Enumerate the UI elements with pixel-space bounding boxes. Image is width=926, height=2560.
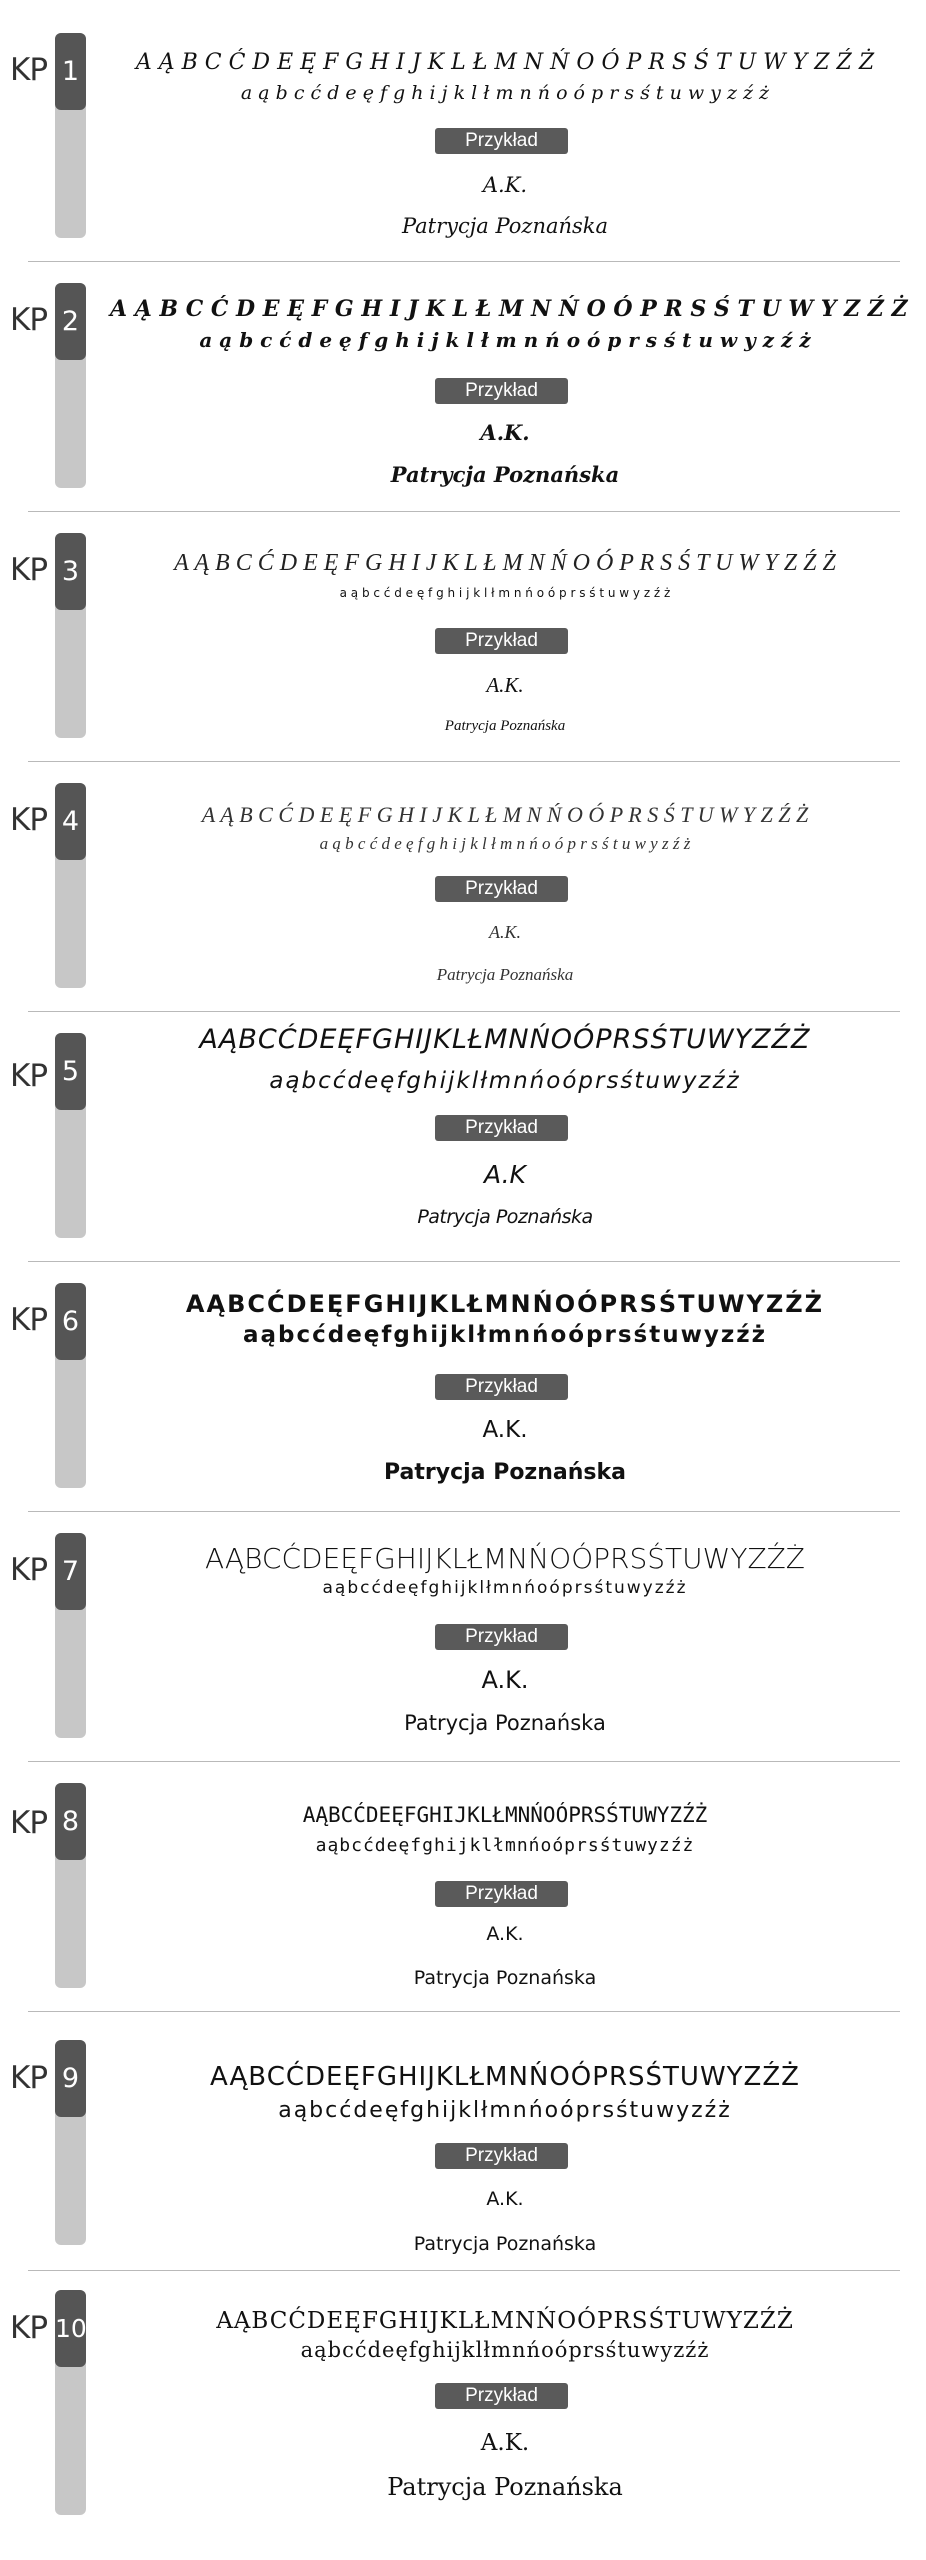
font-number-badge: 8 <box>55 1783 86 1860</box>
kp-prefix: KP <box>10 2310 48 2346</box>
example-initials: A.K. <box>482 1417 528 1443</box>
font-sample-kp-8 <box>0 1750 926 2000</box>
lowercase-alphabet: aąbcćdeęfghijklłmnńoóprsśtuwyzźż <box>269 1068 741 1094</box>
uppercase-alphabet: AĄBCĆDEĘFGHIJKLŁMNŃOÓPRSŚTUWYZŹŻ <box>216 2308 794 2334</box>
example-label: Przykład <box>435 2143 568 2169</box>
example-initials: A.K. <box>486 673 524 697</box>
example-label: Przykład <box>435 1374 568 1400</box>
example-initials: A.K. <box>482 173 528 197</box>
example-initials: A.K. <box>481 1666 529 1694</box>
example-initials: A.K. <box>486 2188 524 2210</box>
example-label: Przykład <box>435 628 568 654</box>
uppercase-alphabet: AĄBCĆDEĘFGHIJKLŁMNŃOÓPRSŚTUWYZŹŻ <box>185 1290 825 1318</box>
example-label: Przykład <box>435 1624 568 1650</box>
font-number-badge: 10 <box>55 2290 86 2367</box>
kp-prefix: KP <box>10 2060 48 2096</box>
font-number-badge: 5 <box>55 1033 86 1110</box>
font-number-badge: 6 <box>55 1283 86 1360</box>
uppercase-alphabet: AĄBCĆDEĘFGHIJKLŁMNŃOÓPRSŚTUWYZŹŻ <box>205 1542 805 1575</box>
uppercase-alphabet: AĄBCĆDEĘFGHIJKLŁMNŃOÓPRSŚTUWYZŹŻ <box>199 1024 811 1055</box>
font-sample-kp-9 <box>0 2000 926 2255</box>
example-initials: A.K <box>484 1160 526 1189</box>
lowercase-alphabet: aąbcćdeęfghijklłmnńoóprsśtuwyzźż <box>278 2098 732 2123</box>
example-name: Patrycja Poznańska <box>401 214 609 238</box>
font-number-badge: 7 <box>55 1533 86 1610</box>
lowercase-alphabet: aąbcćdeęfghijklłmnńoóprsśtuwyzźż <box>315 1835 695 1856</box>
font-sample-kp-5 <box>0 1000 926 1250</box>
font-sample-kp-4 <box>0 750 926 1000</box>
example-label: Przykład <box>435 2383 568 2409</box>
example-name: Patrycja Poznańska <box>413 2233 597 2255</box>
font-number-badge: 3 <box>55 533 86 610</box>
kp-prefix: KP <box>10 1552 48 1588</box>
example-initials: A.K. <box>480 2430 530 2456</box>
kp-prefix: KP <box>10 1058 48 1094</box>
lowercase-alphabet: a ą b c ć d e ę f g h i j k l ł m n ń o ó p r s ś t u w y z ź ż <box>319 834 691 853</box>
font-sample-kp-3 <box>0 500 926 750</box>
lowercase-alphabet: aąbcćdeęfghijklłmnńoóprsśtuwyzźż <box>322 1578 688 1598</box>
example-initials: A.K. <box>488 922 521 942</box>
lowercase-alphabet: a ą b c ć d e ę f g h i j k l ł m n ń o ó p r s ś t u w y z ź ż <box>240 82 770 104</box>
font-sample-kp-10 <box>0 2270 926 2560</box>
lowercase-alphabet: a ą b c ć d e ę f g h i j k l ł m n ń o ó p r s ś t u w y z ź ż <box>339 586 671 600</box>
kp-prefix: KP <box>10 552 48 588</box>
font-sample-kp-2 <box>0 250 926 500</box>
font-sample-kp-1 <box>0 0 926 250</box>
example-initials: A.K. <box>480 420 530 445</box>
example-label: Przykład <box>435 1115 568 1141</box>
kp-prefix: KP <box>10 1302 48 1338</box>
font-sample-kp-7 <box>0 1500 926 1750</box>
font-number-badge: 4 <box>55 783 86 860</box>
lowercase-alphabet: aąbcćdeęfghijklłmnńoóprsśtuwyzźż <box>300 2338 710 2362</box>
kp-prefix: KP <box>10 302 48 338</box>
kp-prefix: KP <box>10 1805 48 1841</box>
example-name: Patrycja Poznańska <box>436 965 574 984</box>
example-name: Patrycja Poznańska <box>390 462 620 487</box>
lowercase-alphabet: aąbcćdeęfghijklłmnńoóprsśtuwyzźż <box>242 1322 768 1348</box>
uppercase-alphabet: A Ą B C Ć D E Ę F G H I J K L Ł M N Ń O Ó P R S Ś T U W Y Z Ź Ż <box>174 550 836 576</box>
font-number-badge: 9 <box>55 2040 86 2117</box>
uppercase-alphabet: A Ą B C Ć D E Ę F G H I J K L Ł M N Ń O Ó P R S Ś T U W Y Z Ź Ż <box>135 50 875 75</box>
example-label: Przykład <box>435 128 568 154</box>
font-number-badge: 1 <box>55 33 86 110</box>
example-name: Patrycja Poznańska <box>387 2473 623 2501</box>
kp-prefix: KP <box>10 52 48 88</box>
example-name: Patrycja Poznańska <box>444 718 566 734</box>
example-initials: A.K. <box>486 1923 524 1945</box>
example-name: Patrycja Poznańska <box>413 1967 597 1989</box>
example-label: Przykład <box>435 876 568 902</box>
font-sample-kp-6 <box>0 1250 926 1500</box>
uppercase-alphabet: A Ą B C Ć D E Ę F G H I J K L Ł M N Ń O Ó P R S Ś T U W Y Z Ź Ż <box>201 802 809 827</box>
font-number-badge: 2 <box>55 283 86 360</box>
example-name: Patrycja Poznańska <box>404 1711 606 1735</box>
uppercase-alphabet: A Ą B C Ć D E Ę F G H I J K L Ł M N Ń O Ó P R S Ś T U W Y Z Ź Ż <box>110 296 908 322</box>
kp-prefix: KP <box>10 802 48 838</box>
uppercase-alphabet: AĄBCĆDEĘFGHIJKLŁMNŃOÓPRSŚTUWYZŹŻ <box>302 1803 708 1827</box>
example-name: Patrycja Poznańska <box>384 1460 626 1485</box>
lowercase-alphabet: a ą b c ć d e ę f g h i j k l ł m n ń o ó p r s ś t u w y z ź ż <box>199 328 811 352</box>
example-label: Przykład <box>435 1881 568 1907</box>
example-name: Patrycja Poznańska <box>417 1206 593 1228</box>
example-label: Przykład <box>435 378 568 404</box>
uppercase-alphabet: AĄBCĆDEĘFGHIJKLŁMNŃOÓPRSŚTUWYZŹŻ <box>210 2062 800 2092</box>
